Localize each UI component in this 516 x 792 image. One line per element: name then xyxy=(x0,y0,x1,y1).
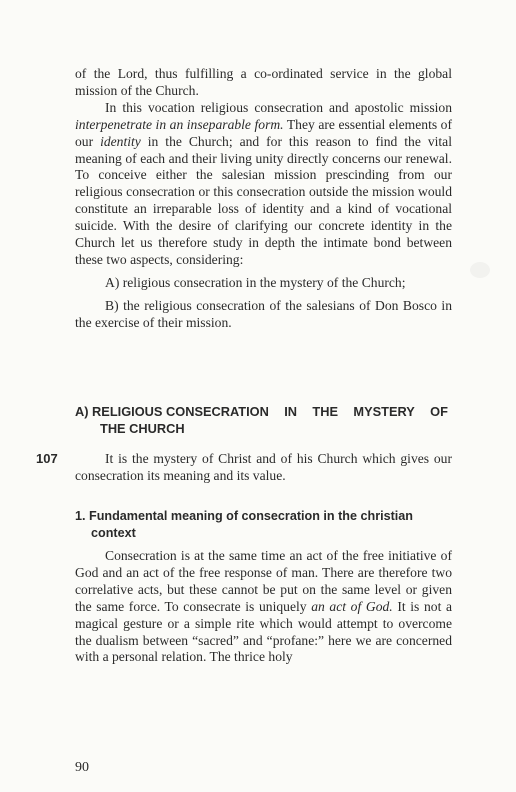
paragraph-continuation: of the Lord, thus fulfilling a co-ordinated service in the global mission of the Church. xyxy=(75,66,452,98)
paragraph-vocation: In this vocation religious consecration and apostolic mission interpenetrate in an inseparable form. They are essential elements of our identity in the Church; and for this reason to find the vital meaning of each and their living unity directly concerns our renewal. To conceive either the salesian mission prescinding from our religious consecration or this consecration outside the mission would constitute an irreparable loss of identity and a kind of vocational suicide. With the desire of clarifying our concrete identity in the Church let us therefore study in depth the intimate bond between these two aspects, considering: xyxy=(75,99,452,267)
text-block-bottom xyxy=(75,548,452,666)
page-number: 90 xyxy=(75,760,89,775)
section-heading-a: A) RELIGIOUS CONSECRATION IN THE MYSTERY OF THE CHURCH xyxy=(75,404,448,436)
paragraph-consecration: Consecration is at the same time an act of the free initiative of God and an act of the free response of man. There are therefore two correlative acts, but these cannot be put on the same level or given the same force. To consecrate is uniquely an act of God. It is not a magical gesture or a simple rite which would attempt to overcome the dualism between “sacred” and “profane:” here we are concerned with a personal relation. The thrice holy xyxy=(75,548,453,665)
paragraph-107: It is the mystery of Christ and of his Church which gives our consecration its meaning and its value. xyxy=(75,451,452,483)
list-item-b: B) the religious consecration of the salesians of Don Bosco in the exercise of their mission. xyxy=(75,297,452,330)
text-block-top xyxy=(75,66,452,332)
paper-blemish xyxy=(470,262,490,278)
subsection-heading-1: 1. Fundamental meaning of consecration in the christian context xyxy=(75,509,413,540)
emphasis-interpenetrate: interpenetrate in an inseparable form. xyxy=(75,116,284,132)
margin-section-number: 107 xyxy=(36,451,58,466)
emphasis-act-of-god: an act of God. xyxy=(311,598,393,614)
list-item-a: A) religious consecration in the mystery of the Church; xyxy=(105,274,406,290)
emphasis-identity: identity xyxy=(100,133,141,149)
text-block-107 xyxy=(75,451,452,485)
